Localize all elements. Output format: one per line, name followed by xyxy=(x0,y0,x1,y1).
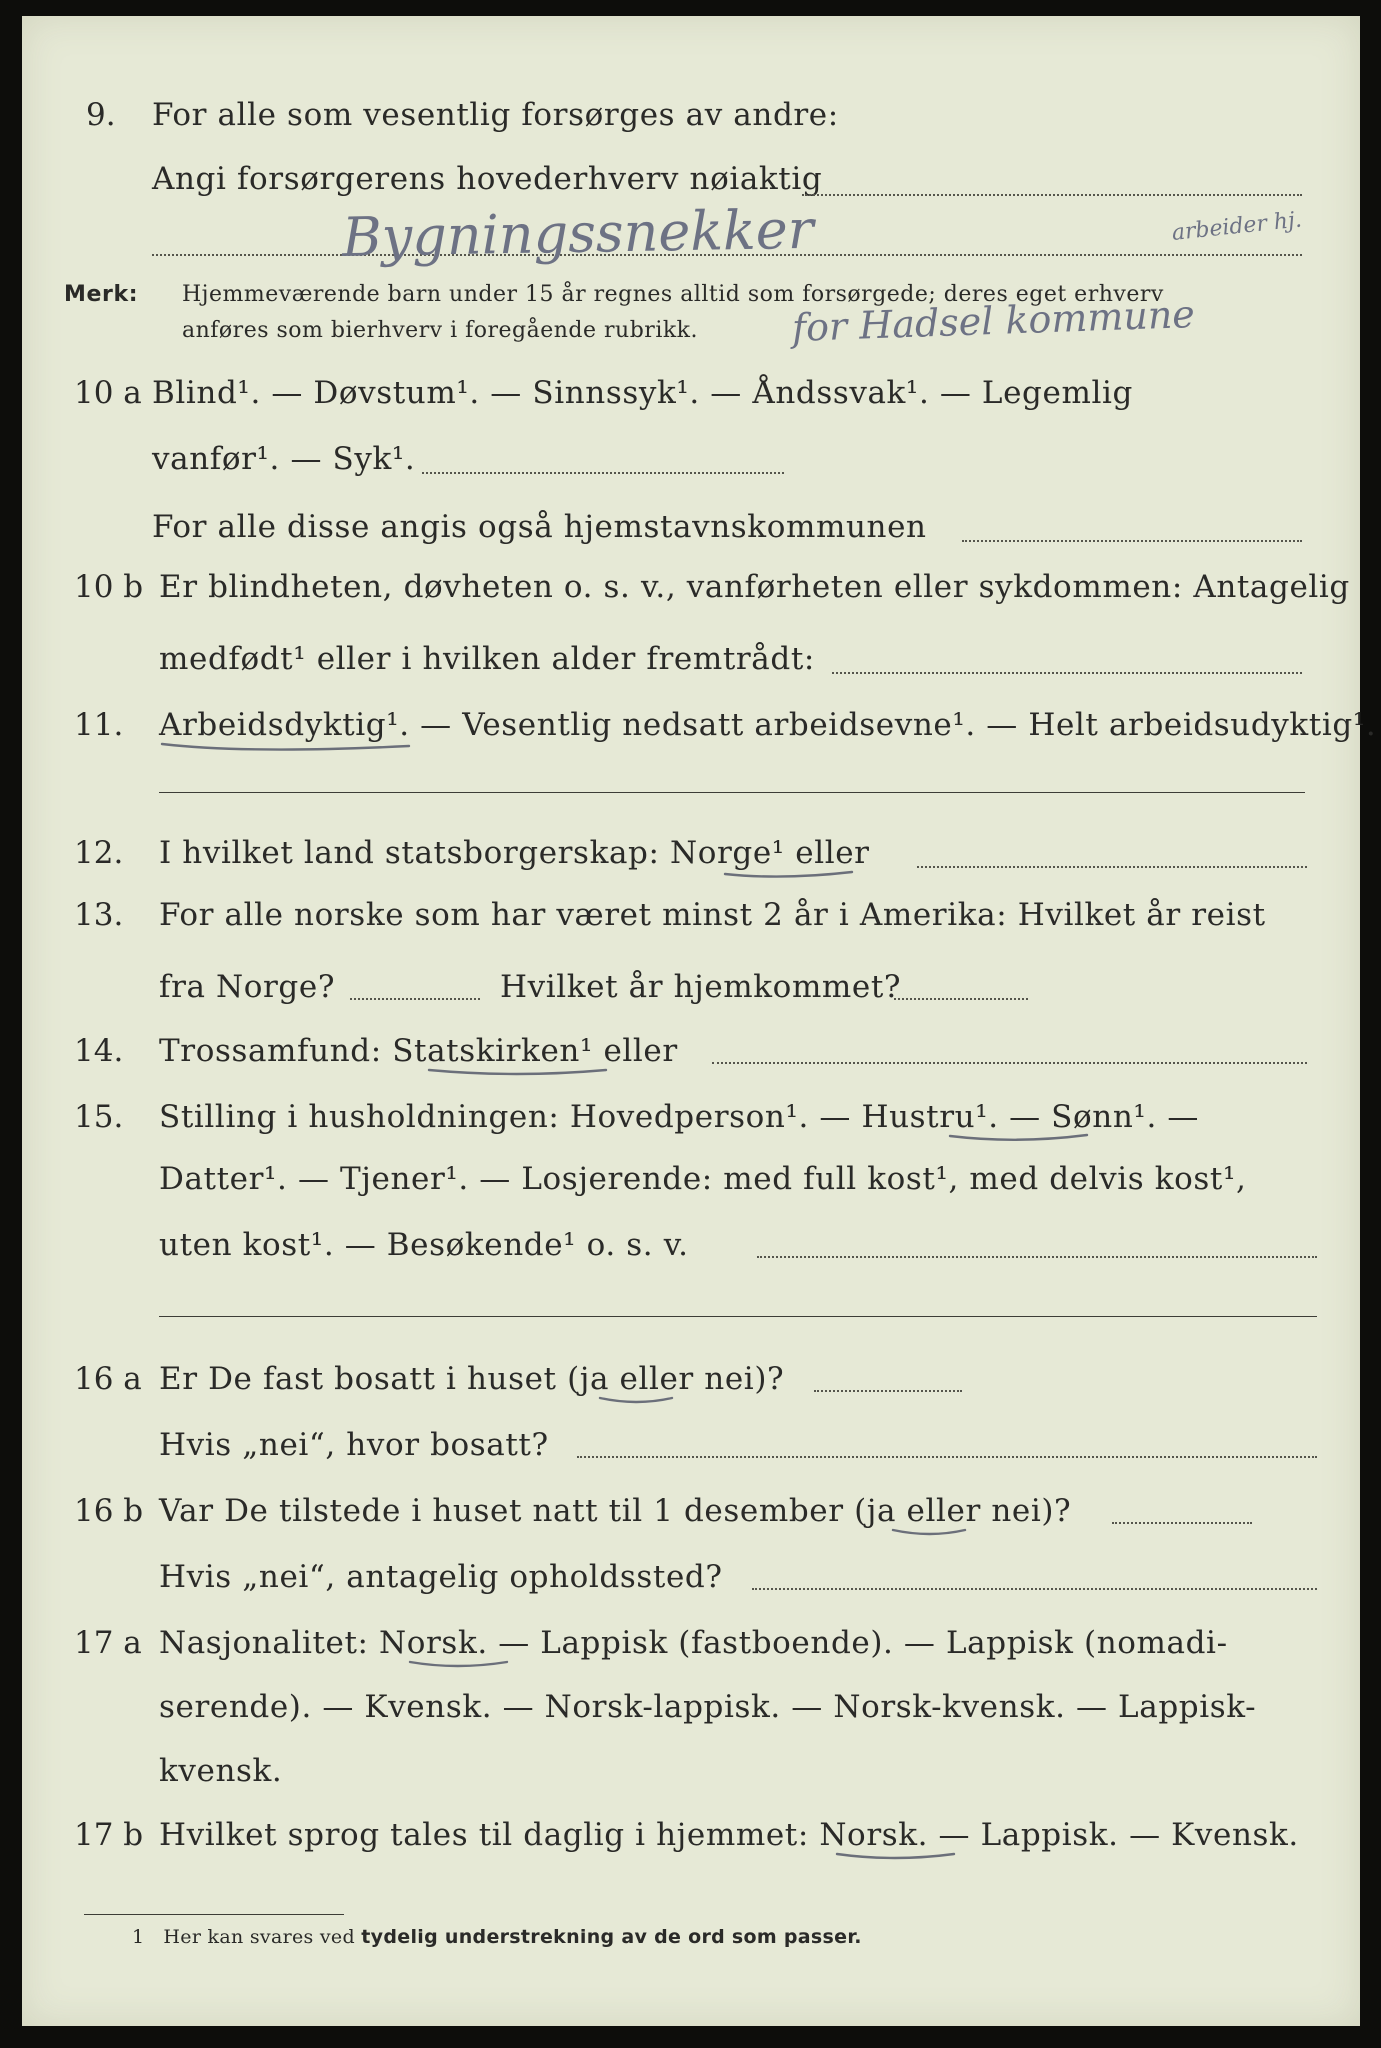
footnote-text: Her kan svares ved xyxy=(163,1926,355,1948)
footnote-marker: 1 xyxy=(132,1926,145,1948)
handwritten-underline-16a xyxy=(597,1386,677,1408)
footnote-separator xyxy=(84,1914,344,1915)
question-10a-line3: For alle disse angis også hjemstavnskommunen xyxy=(152,509,927,545)
question-13-line1: For alle norske som har været minst 2 år i Amerika: Hvilket år reist xyxy=(159,897,1266,933)
footnote xyxy=(132,1926,862,1948)
handwritten-underline-17a xyxy=(407,1650,517,1672)
answer-line xyxy=(422,472,784,474)
question-10a-line1: Blind¹. — Døvstum¹. — Sinnssyk¹. — Åndssvak¹. — Legemlig xyxy=(152,375,1133,411)
question-13-line2b: Hvilket år hjemkommet? xyxy=(500,969,902,1005)
handwritten-underline-15 xyxy=(947,1124,1097,1146)
question-9-text: For alle som vesentlig forsørges av andre: xyxy=(152,97,839,133)
answer-line xyxy=(894,998,1028,1000)
answer-line xyxy=(917,866,1307,868)
question-16b-line1: Var De tilstede i huset natt til 1 desember (ja eller nei)? xyxy=(159,1493,1072,1529)
question-17a-line3: kvensk. xyxy=(159,1753,283,1789)
question-11-text: Arbeidsdyktig¹. — Vesentlig nedsatt arbeidsevne¹. — Helt arbeidsudyktig¹. xyxy=(159,707,1377,743)
answer-line xyxy=(159,792,1305,793)
question-12-text: I hvilket land statsborgerskap: Norge¹ eller xyxy=(159,835,870,871)
handwritten-underline-16b xyxy=(890,1518,970,1540)
answer-line xyxy=(712,1062,1307,1064)
handwritten-underline-14 xyxy=(426,1058,616,1080)
handwritten-underline-12 xyxy=(722,860,862,884)
question-16a-line2: Hvis „nei“, hvor bosatt? xyxy=(159,1427,549,1463)
answer-line xyxy=(1112,1522,1252,1524)
handwritten-note-9: arbeider hj. xyxy=(1170,207,1303,246)
question-number-13: 13. xyxy=(74,897,124,933)
note-line-1: Hjemmeværende barn under 15 år regnes alltid som forsørgede; deres eget erhverv xyxy=(182,282,1164,307)
answer-line xyxy=(832,672,1302,674)
census-form-page xyxy=(22,16,1377,2026)
question-number-15: 15. xyxy=(74,1099,124,1135)
question-16b-line2: Hvis „nei“, antagelig opholdssted? xyxy=(159,1559,723,1595)
question-10a-line2: vanfør¹. — Syk¹. xyxy=(152,441,416,477)
handwritten-note-merk: for Hadsel kommune xyxy=(791,291,1196,350)
question-number-17b: 17 b xyxy=(74,1817,144,1853)
question-13-line2: fra Norge? xyxy=(159,969,336,1005)
question-9-line2: Angi forsørgerens hovederhverv nøiaktig xyxy=(152,161,823,197)
handwritten-underline-17b xyxy=(834,1842,964,1864)
question-number-17a: 17 a xyxy=(74,1625,142,1661)
question-number-10b: 10 b xyxy=(74,569,144,605)
question-15-line1: Stilling i husholdningen: Hovedperson¹. — Hustru¹. — Sønn¹. — xyxy=(159,1099,1199,1135)
question-number-9: 9. xyxy=(86,97,116,133)
question-10b-line1: Er blindheten, døvheten o. s. v., vanførheten eller sykdommen: Antagelig xyxy=(159,569,1350,605)
footnote-bold-text: tydelig understrekning av de ord som passer. xyxy=(361,1926,862,1948)
question-17b-text: Hvilket sprog tales til daglig i hjemmet: Norsk. — Lappisk. — Kvensk. xyxy=(159,1817,1299,1853)
answer-line xyxy=(577,1456,1317,1458)
note-line-2: anføres som bierhverv i foregående rubrikk. xyxy=(182,318,699,343)
answer-line xyxy=(814,1390,962,1392)
question-14-text: Trossamfund: Statskirken¹ eller xyxy=(159,1033,678,1069)
question-17a-line1: Nasjonalitet: Norsk. — Lappisk (fastboende). — Lappisk (nomadi- xyxy=(159,1625,1228,1661)
answer-line xyxy=(159,1316,1317,1317)
question-number-10a: 10 a xyxy=(74,375,142,411)
answer-line xyxy=(802,194,1302,196)
answer-line xyxy=(757,1256,1317,1258)
handwritten-underline-11 xyxy=(159,732,419,756)
note-label: Merk: xyxy=(64,282,139,307)
answer-line xyxy=(752,1588,1317,1590)
question-number-14: 14. xyxy=(74,1033,124,1069)
question-15-line3: uten kost¹. — Besøkende¹ o. s. v. xyxy=(159,1227,689,1263)
question-17a-line2: serende). — Kvensk. — Norsk-lappisk. — Norsk-kvensk. — Lappisk- xyxy=(159,1689,1257,1725)
question-number-16b: 16 b xyxy=(74,1493,144,1529)
question-number-11: 11. xyxy=(74,707,124,743)
handwritten-answer-9: Bygningssnekker xyxy=(341,197,815,269)
answer-line xyxy=(350,998,480,1000)
answer-line xyxy=(962,540,1302,542)
question-number-16a: 16 a xyxy=(74,1361,142,1397)
question-15-line2: Datter¹. — Tjener¹. — Losjerende: med full kost¹, med delvis kost¹, xyxy=(159,1161,1247,1197)
question-number-12: 12. xyxy=(74,835,124,871)
question-10b-line2: medfødt¹ eller i hvilken alder fremtrådt: xyxy=(159,641,815,677)
question-16a-line1: Er De fast bosatt i huset (ja eller nei)? xyxy=(159,1361,785,1397)
